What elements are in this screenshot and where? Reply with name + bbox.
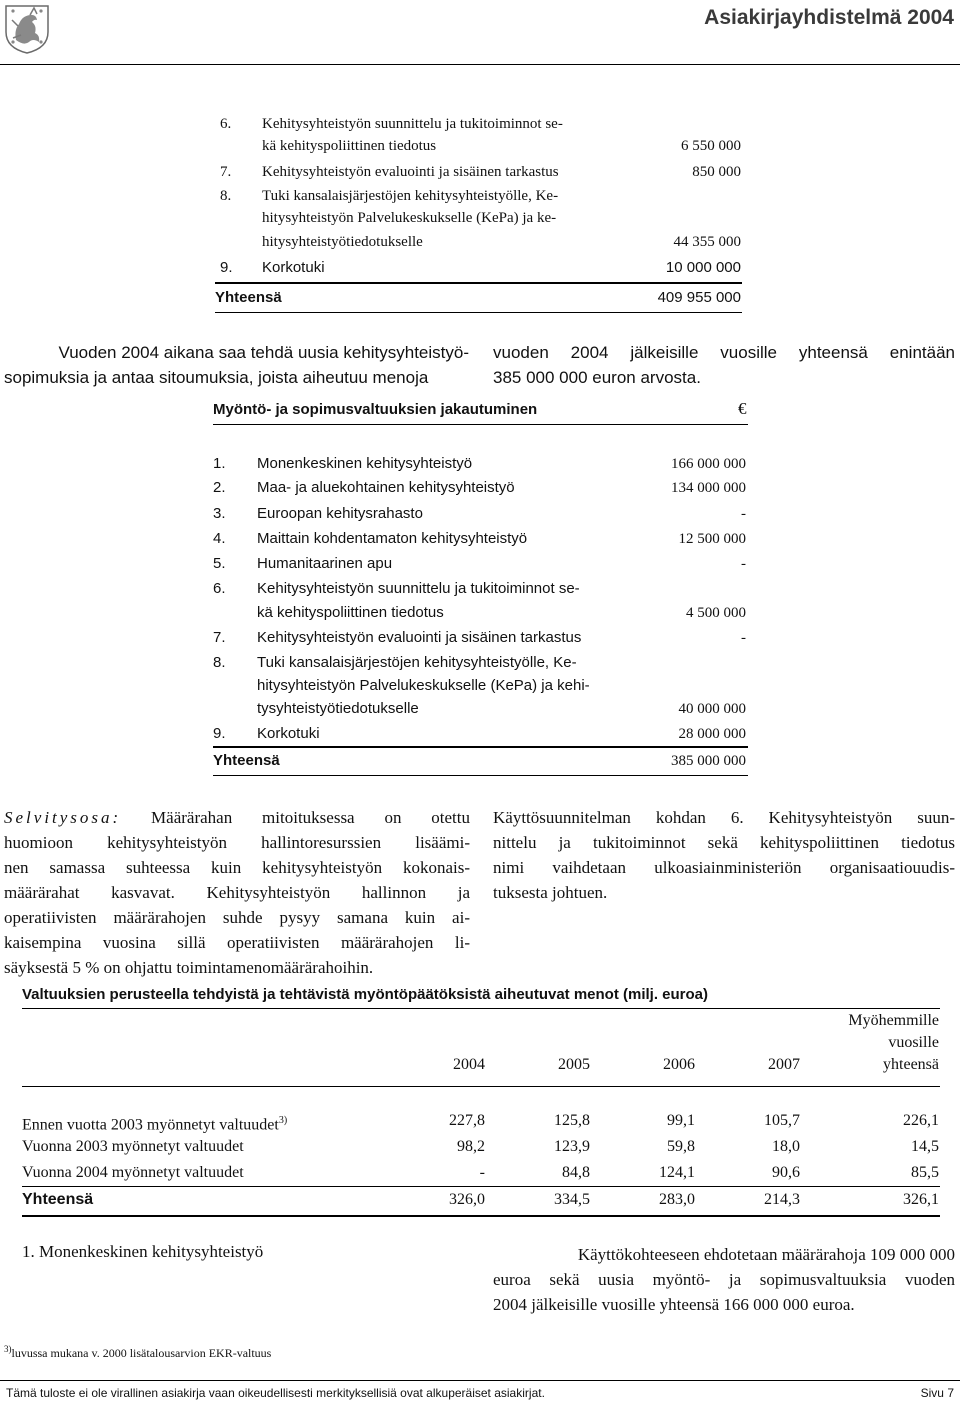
- item-label: Korkotuki: [262, 259, 325, 276]
- table-cell: 14,5: [911, 1138, 939, 1155]
- list-item: [0, 256, 960, 280]
- item-number: 3.: [213, 505, 226, 522]
- intro-line: Vuoden 2004 aikana saa tehdä uusia kehitysyhteistyö-: [58, 343, 469, 362]
- table-cell: 283,0: [659, 1191, 695, 1208]
- table-cell: 334,5: [554, 1191, 590, 1208]
- item-amount: 4 500 000: [686, 605, 746, 621]
- explanation-line: määrärahat kasvavat. Kehitysyhteistyön hallinnon ja: [4, 883, 470, 902]
- authorization-heading: Myöntö- ja sopimusvaltuuksien jakautuminen: [213, 401, 538, 418]
- list-item: [0, 626, 960, 650]
- row-label-text: Ennen vuotta 2003 myönnetyt valtuudet: [22, 1116, 279, 1134]
- item-number: 1.: [213, 455, 226, 472]
- column-header: yhteensä: [883, 1056, 939, 1073]
- currency-label: €: [738, 399, 747, 418]
- total-amount: 385 000 000: [671, 753, 746, 769]
- table-cell: 214,3: [764, 1191, 800, 1208]
- explanation-line: [4, 805, 470, 830]
- table-cell: 90,6: [772, 1164, 800, 1181]
- total-amount-row: [0, 286, 960, 310]
- item-label: kä kehityspoliittinen tiedotus: [257, 604, 444, 621]
- list-item: [0, 502, 960, 526]
- table-cell: 18,0: [772, 1138, 800, 1155]
- item-amount: 166 000 000: [671, 456, 746, 472]
- item-number: 6.: [220, 116, 232, 132]
- row-label: Yhteensä: [22, 1191, 94, 1208]
- table-row: [0, 1110, 960, 1134]
- table-cell: 326,1: [903, 1191, 939, 1208]
- footnote-text: luvussa mukana v. 2000 lisätalousarvion EKR-valtuus: [11, 1346, 272, 1360]
- item-label: kä kehityspoliittinen tiedotus: [262, 138, 437, 154]
- table-row: [0, 1162, 960, 1186]
- total-label: Yhteensä: [213, 752, 280, 769]
- explanation-line: nittelu ja tukitoiminnot sekä kehityspoliittinen tiedotus: [493, 833, 955, 852]
- table-total-row: [0, 1189, 960, 1213]
- item-amount: 134 000 000: [671, 480, 746, 496]
- item-label: Maittain kohdentamaton kehitysyhteistyö: [257, 530, 528, 547]
- footnote: [4, 1344, 271, 1361]
- intro-line: sopimuksia ja antaa sitoumuksia, joista aiheutuu menoja: [4, 368, 429, 387]
- column-header: 2007: [768, 1056, 800, 1073]
- table-cell: 326,0: [449, 1191, 485, 1208]
- section-line: 2004 jälkeisille vuosille yhteensä 166 000 000 euroa.: [493, 1295, 855, 1314]
- table-cell: 105,7: [764, 1112, 800, 1129]
- document-title: Asiakirjayhdistelmä 2004: [704, 6, 954, 29]
- list-item-continuation: [0, 601, 960, 625]
- item-amount: 10 000 000: [665, 259, 741, 276]
- item-label: Tuki kansalaisjärjestöjen kehitysyhteistyölle, Ke-: [257, 654, 577, 671]
- list-item: [0, 184, 960, 208]
- table-cell: 125,8: [554, 1112, 590, 1129]
- item-label: hitysyhteistyötiedotukselle: [262, 234, 423, 250]
- list-item-continuation: [0, 697, 960, 721]
- intro-left: [4, 340, 469, 390]
- column-header: 2006: [663, 1056, 695, 1073]
- section-text: [493, 1242, 955, 1317]
- item-amount: 40 000 000: [678, 701, 746, 717]
- total-rule: [213, 746, 748, 748]
- item-label: Monenkeskinen kehitysyhteistyö: [257, 455, 473, 472]
- total-bottom-rule: [215, 312, 742, 313]
- explanation-line: Käyttösuunnitelman kohdan 6. Kehitysyhteistyön suun-: [493, 808, 955, 827]
- item-amount: 6 550 000: [681, 138, 741, 154]
- item-label: Korkotuki: [257, 725, 320, 742]
- item-label: Kehitysyhteistyön evaluointi ja sisäinen tarkastus: [262, 164, 559, 180]
- list-item-continuation: [0, 674, 960, 698]
- total-amount: 409 955 000: [657, 289, 741, 306]
- intro-right: [493, 340, 955, 390]
- item-label: Kehitysyhteistyön suunnittelu ja tukitoiminnot se-: [257, 580, 580, 597]
- row-label: [22, 1110, 287, 1136]
- table-row: [0, 1136, 960, 1160]
- page-number: Sivu 7: [920, 1386, 954, 1400]
- intro-line: vuoden 2004 jälkeisille vuosille yhteensä enintään: [493, 343, 955, 362]
- list-item: [0, 452, 960, 476]
- column-header: 2004: [453, 1056, 485, 1073]
- table-header-rule: [22, 1086, 940, 1087]
- coat-of-arms-icon: [4, 2, 50, 54]
- item-number: 9.: [213, 725, 226, 742]
- list-item: [0, 527, 960, 551]
- table-title: Valtuuksien perusteella tehdyistä ja tehtävistä myöntöpäätöksistä aiheutuvat menot (milj. euroa): [22, 986, 709, 1003]
- table-cell: -: [479, 1164, 485, 1181]
- list-item: [0, 552, 960, 576]
- item-label: Tuki kansalaisjärjestöjen kehitysyhteistyölle, Ke-: [262, 188, 559, 204]
- item-number: 7.: [213, 629, 226, 646]
- list-item: [0, 112, 960, 136]
- table-cell: 226,1: [903, 1112, 939, 1129]
- table-cell: 98,2: [457, 1138, 485, 1155]
- header-divider: [0, 64, 960, 65]
- column-header: Myöhemmille: [848, 1012, 939, 1029]
- table-cell: 123,9: [554, 1138, 590, 1155]
- explanation-line: huomioon kehitysyhteistyön hallintoresurssien lisäämi-: [4, 833, 470, 852]
- row-label: Vuonna 2004 myönnetyt valtuudet: [22, 1164, 244, 1181]
- item-amount: -: [741, 630, 746, 646]
- item-amount: -: [741, 506, 746, 522]
- footnote-marker: 3): [278, 1115, 288, 1126]
- total-label: Yhteensä: [215, 289, 282, 306]
- footer-disclaimer: Tämä tuloste ei ole virallinen asiakirja vaan oikeudellisesti merkityksellisiä ovat alkuperäiset asiakirjat.: [6, 1386, 545, 1400]
- section-line: euroa sekä uusia myöntö- ja sopimusvaltuuksia vuoden: [493, 1270, 955, 1289]
- table-total-rule: [22, 1186, 940, 1187]
- explanation-text: Määrärahan mitoituksessa on otettu: [151, 808, 470, 827]
- explanation-label: Selvitysosa:: [4, 808, 122, 827]
- section-heading: 1. Monenkeskinen kehitysyhteistyö: [22, 1242, 264, 1261]
- table-cell: 85,5: [911, 1164, 939, 1181]
- item-number: 6.: [213, 580, 226, 597]
- item-label: Humanitaarinen apu: [257, 555, 393, 572]
- item-label: Euroopan kehitysrahasto: [257, 505, 423, 522]
- item-number: 7.: [220, 164, 232, 180]
- column-header: 2005: [558, 1056, 590, 1073]
- list-item-continuation: [0, 206, 960, 230]
- explanation-line: kaisempina vuosina sillä operatiivisten määrärahojen li-: [4, 933, 470, 952]
- explanation-right: [493, 805, 955, 905]
- item-amount: 44 355 000: [673, 234, 741, 250]
- item-number: 8.: [213, 654, 226, 671]
- list-item-continuation: [0, 134, 960, 158]
- table-top-rule: [22, 1008, 940, 1009]
- explanation-line: nimi vaihdetaan ulkoasiainministeriön organisaatiouudis-: [493, 858, 955, 877]
- table-cell: 99,1: [667, 1112, 695, 1129]
- explanation-line: säyksestä 5 % on ohjattu toimintamenomäärärahoihin.: [4, 958, 374, 977]
- list-item: [0, 476, 960, 500]
- table-cell: 84,8: [562, 1164, 590, 1181]
- table-cell: 59,8: [667, 1138, 695, 1155]
- list-item: [0, 577, 960, 601]
- item-amount: -: [741, 556, 746, 572]
- item-label: Kehitysyhteistyön suunnittelu ja tukitoiminnot se-: [262, 116, 563, 132]
- row-label: Vuonna 2003 myönnetyt valtuudet: [22, 1138, 244, 1155]
- footnote-marker: 3): [4, 1344, 12, 1354]
- total-rule: [215, 282, 742, 284]
- item-label: tysyhteistyötiedotukselle: [257, 700, 419, 717]
- column-header: vuosille: [888, 1034, 939, 1051]
- item-number: 9.: [220, 259, 233, 276]
- explanation-left: [4, 805, 470, 980]
- total-row: [0, 749, 960, 773]
- item-number: 2.: [213, 479, 226, 496]
- item-amount: 12 500 000: [678, 531, 746, 547]
- item-number: 8.: [220, 188, 232, 204]
- item-amount: 850 000: [692, 164, 741, 180]
- table-cell: 124,1: [659, 1164, 695, 1181]
- item-label: Maa- ja aluekohtainen kehitysyhteistyö: [257, 479, 515, 496]
- list-item-continuation: [0, 230, 960, 254]
- section-line: Käyttökohteeseen ehdotetaan määrärahoja 109 000 000: [577, 1245, 955, 1264]
- explanation-line: nen samassa suhteessa kuin kehitysyhteistyön kokonais-: [4, 858, 470, 877]
- heading-rule: [213, 424, 748, 425]
- total-bottom-rule: [213, 775, 748, 776]
- explanation-line: operatiivisten määrärahojen suhde pysyy samana kuin ai-: [4, 908, 470, 927]
- item-amount: 28 000 000: [678, 726, 746, 742]
- list-item: [0, 651, 960, 675]
- explanation-line: tuksesta johtuen.: [493, 883, 608, 902]
- intro-line: 385 000 000 euron arvosta.: [493, 368, 701, 387]
- footer-divider: [0, 1380, 960, 1381]
- item-label: Kehitysyhteistyön evaluointi ja sisäinen tarkastus: [257, 629, 582, 646]
- list-item: [0, 722, 960, 746]
- item-number: 4.: [213, 530, 226, 547]
- item-label: hitysyhteistyön Palvelukeskukselle (KePa) ja ke-: [262, 210, 557, 226]
- item-label: hitysyhteistyön Palvelukeskukselle (KePa) ja kehi-: [257, 677, 590, 694]
- table-cell: 227,8: [449, 1112, 485, 1129]
- table-bottom-rule: [22, 1215, 940, 1217]
- item-number: 5.: [213, 555, 226, 572]
- list-item: [0, 160, 960, 184]
